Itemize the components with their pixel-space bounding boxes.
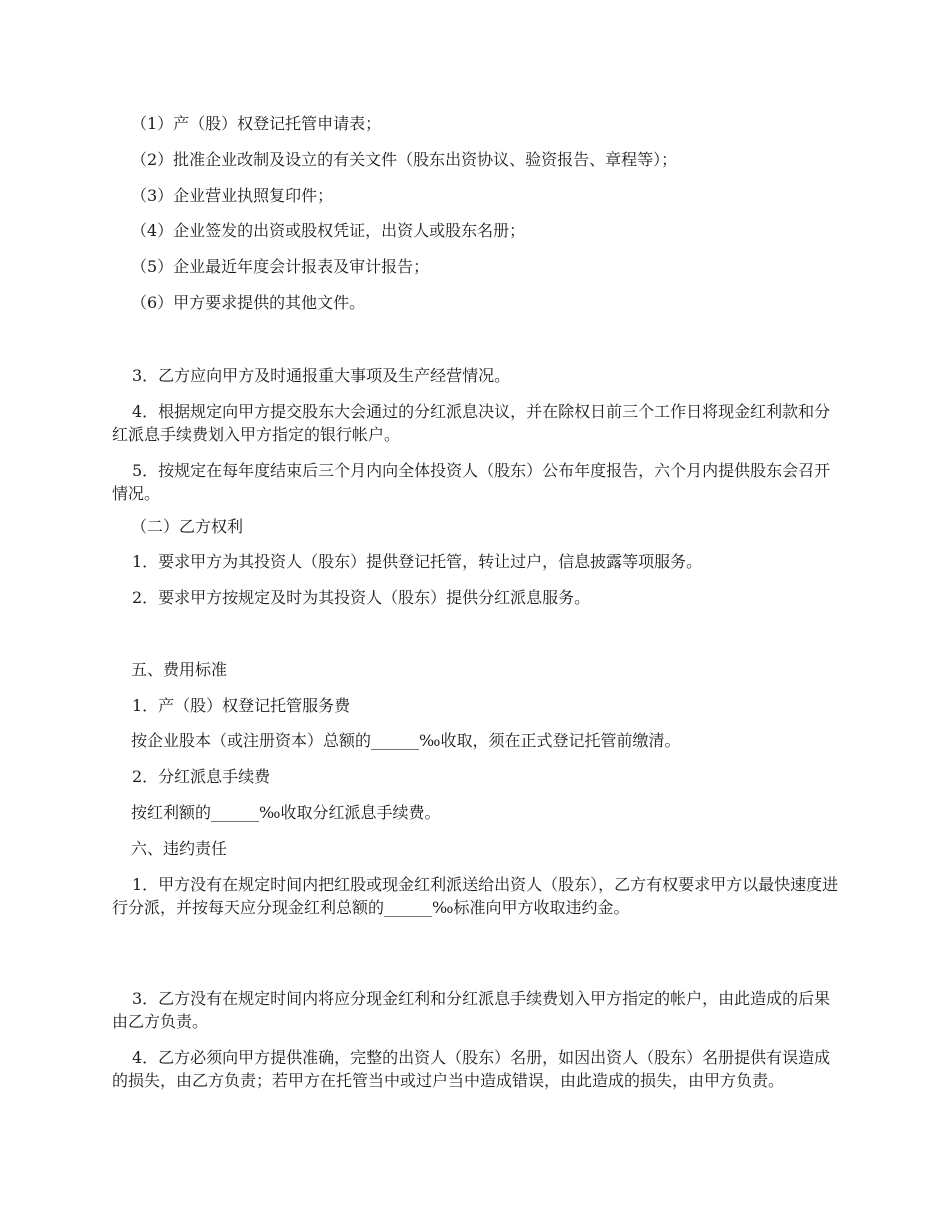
list-item: （1）产（股）权登记托管申请表； (131, 114, 382, 133)
list-item: （6）甲方要求提供的其他文件。 (131, 293, 366, 312)
fee-item-text: 按企业股本（或注册资本）总额的______‰收取，须在正式登记托管前缴清。 (131, 731, 681, 750)
list-item: （3）企业营业执照复印件； (131, 186, 334, 205)
obligation-paragraph: 4．根据规定向甲方提交股东大会通过的分红派息决议，并在除权日前三个工作日将现金红利款和分红派息手续费划入甲方指定的银行帐户。 (112, 402, 831, 444)
rights-paragraph: 1．要求甲方为其投资人（股东）提供登记托管，转让过户，信息披露等项服务。 (132, 552, 703, 571)
liability-paragraph: 1．甲方没有在规定时间内把红股或现金红利派送给出资人（股东），乙方有权要求甲方以最快速度进行分派，并按每天应分现金红利总额的______‰标准向甲方收取违约金。 (112, 875, 839, 917)
section-heading: 五、费用标准 (131, 660, 228, 679)
list-item: （2）批准企业改制及设立的有关文件（股东出资协议、验资报告、章程等）； (131, 150, 678, 169)
list-item: （5）企业最近年度会计报表及审计报告； (131, 257, 430, 276)
liability-paragraph: 4．乙方必须向甲方提供准确，完整的出资人（股东）名册，如因出资人（股东）名册提供有误造成的损失，由乙方负责；若甲方在托管当中或过户当中造成错误，由此造成的损失，由甲方负责。 (112, 1048, 831, 1090)
obligation-paragraph: 3．乙方应向甲方及时通报重大事项及生产经营情况。 (132, 366, 511, 385)
rights-paragraph: 2．要求甲方按规定及时为其投资人（股东）提供分红派息服务。 (132, 588, 591, 607)
section-subheading: （二）乙方权利 (131, 517, 244, 536)
fee-item-title: 1．产（股）权登记托管服务费 (132, 696, 351, 715)
obligation-paragraph: 5．按规定在每年度结束后三个月内向全体投资人（股东）公布年度报告，六个月内提供股东会召开情况。 (112, 461, 831, 503)
section-heading: 六、违约责任 (131, 839, 228, 858)
list-item: （4）企业签发的出资或股权凭证，出资人或股东名册； (131, 221, 526, 240)
fee-item-text: 按红利额的______‰收取分红派息手续费。 (131, 803, 441, 822)
fee-item-title: 2．分红派息手续费 (132, 767, 271, 786)
liability-paragraph: 3．乙方没有在规定时间内将应分现金红利和分红派息手续费划入甲方指定的帐户，由此造成的后果由乙方负责。 (112, 989, 831, 1031)
